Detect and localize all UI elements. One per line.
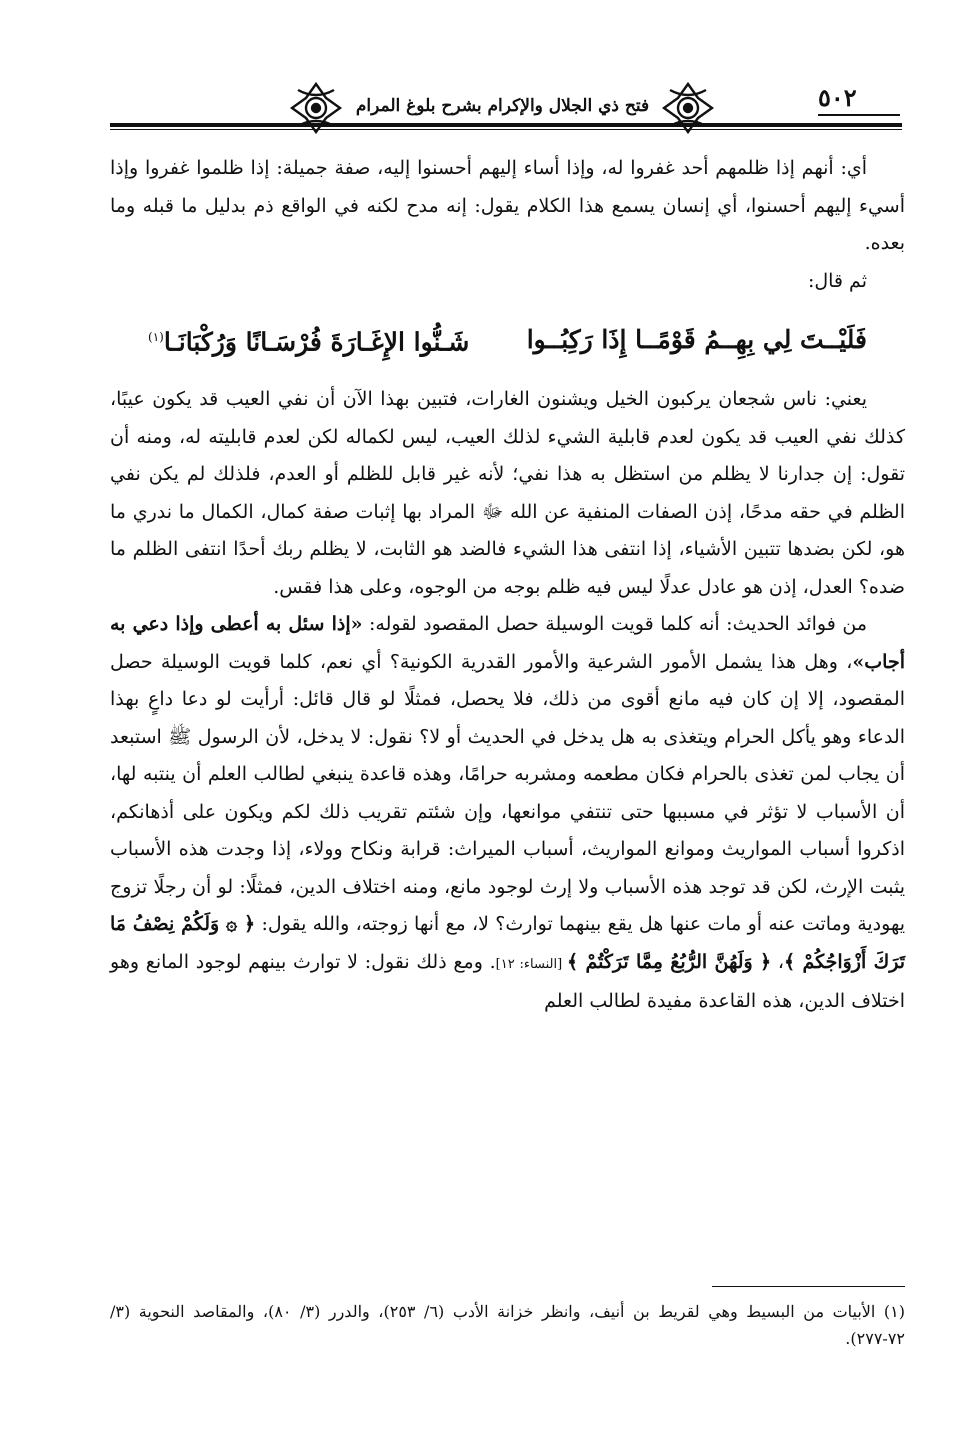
verse-second-hemistich-wrap <box>148 306 469 373</box>
hadith-quote: «إذا سئل به أعطى وإذا دعي به أجاب» <box>110 613 905 673</box>
book-title: فتح ذي الجلال والإكرام بشرح بلوغ المرام <box>355 96 650 116</box>
ornament-right-icon <box>660 80 716 136</box>
footnote: (١) الأبيات من البسيط وهي لقريط بن أنيف، وانظر خزانة الأدب (٦/ ٢٥٣)، والدرر (٣/ ٨٠)، والمقاصد النحوية (٣/ ٧٢-٢٧٧). <box>110 1302 905 1348</box>
sura-reference: [النساء: ١٢] <box>495 956 568 972</box>
verse-footnote-mark: (١) <box>148 330 164 344</box>
ornament-left-icon <box>288 80 344 136</box>
quran-verse-1: ﴿ ۞ وَلَكُمْ نِصْفُ مَا تَرَكَ أَزْوَاجُكُمْ ﴾ <box>110 913 906 973</box>
footnote-rule <box>712 1286 905 1287</box>
paragraph-4-intro: من فوائد الحديث: أنه كلما قويت الوسيلة حصل المقصود لقوله: <box>362 613 867 636</box>
paragraph-3: يعني: ناس شجعان يركبون الخيل ويشنون الغارات، فتبين بهذا الآن أن نفي العيب قد يكون عيبًا، كذلك نفي العيب قد يكون لعدم قابلية الشيء لذلك العيب، ليس لكماله لكن لعدم قابليته له، ومنه أن تقول: إن جدارنا لا يظلم من استظل به هذا نفي؛ لأنه غير قابل للظلم أو العدم، فلذلك لم يكن نفي الظلم في حقه مدحًا، إذن الصفات المنفية عن الله ﷻ المراد بها إثبات صفة كمال، الكمال ما ندري ما هو، لكن بضدها تتبين الأشياء، إذا انتفى هذا الشيء فالضد هو الثابت، لا يظلم ربك أحدًا انتفى الظلم ما ضده؟ العدل، إذن هو عادل عدلًا ليس فيه ظلم بوجه من الوجوه، وعلى هذا فقس. <box>110 388 905 598</box>
verse-first-hemistich: فَلَيْــتَ لِي بِهِــمُ قَوْمًــا إِذَا رَكِبُــوا <box>526 324 867 354</box>
header-rule <box>110 123 902 127</box>
paragraph-4-rest: ، وهل هذا يشمل الأمور الشرعية والأمور القدرية الكونية؟ أي نعم، كلما قويت الوسيلة حصل المقصود، إلا إن كان فيه مانع أقوى من ذلك، فلا يحصل، فمثلًا لو قال قائل: أرأيت لو دعا داعٍ بهذا الدعاء وهو يأكل الحرام ويتغذى به هل يدخل في الحديث أو لا؟ نقول: لا يدخل، لأن الرسول ﷺ استبعد أن يجاب لمن تغذى بالحرام فكان مطعمه ومشربه حرامًا، وهذه قاعدة ينبغي لطالب العلم أن ينتبه لها، أن الأسباب لا تؤثر في مسببها حتى تنتفي موانعها، وإن شئتم تقريب ذلك لكم ويكون على أذهانكم، اذكروا أسباب المواريث وموانع المواريث، أسباب الميراث: قرابة ونكاح وولاء، إذا وجدت هذه الأسباب يثبت الإرث، لكن قد توجد هذه الأسباب ولا إرث لوجود مانع، ومنه اختلاف الدين، فمثلًا: لو أن رجلًا تزوج يهودية وماتت عنه أو مات عنها هل يقع بينهما توارث؟ لا، مع أنها زوجته، والله يقول: <box>110 650 906 936</box>
page-number: ٥٠٢ <box>818 82 900 116</box>
verse-second-hemistich: شَـنُّوا الإِغَـارَةَ فُرْسَـانًا وَرُكْبَانَـا <box>163 327 470 357</box>
main-text <box>110 150 905 1021</box>
quran-verse-2: ﴿ وَلَهُنَّ الرُّبُعُ مِمَّا تَرَكْتُمْ ﴾ <box>567 950 772 973</box>
paragraph-1: أي: أنهم إذا ظلمهم أحد غفروا له، وإذا أساء إليهم أحسنوا إليه، صفة جميلة: إذا ظلموا غفروا وإذا أسيء إليهم أحسنوا، أي إنسان يسمع هذا الكلام يقول: إنه مدح لكنه في الواقع ذم بدليل ما قبله وما بعده. <box>110 157 905 254</box>
quran-separator: ، <box>771 950 785 973</box>
header-rule-thin <box>110 129 902 130</box>
paragraph-4 <box>110 606 905 1021</box>
paragraph-4-end: . ومع ذلك نقول: لا توارث بينهم لوجود المانع وهو اختلاف الدين، هذه القاعدة مفيدة لطالب العلم <box>110 950 905 1013</box>
poetry-verse <box>110 300 905 381</box>
paragraph-2: ثم قال: <box>807 269 867 292</box>
